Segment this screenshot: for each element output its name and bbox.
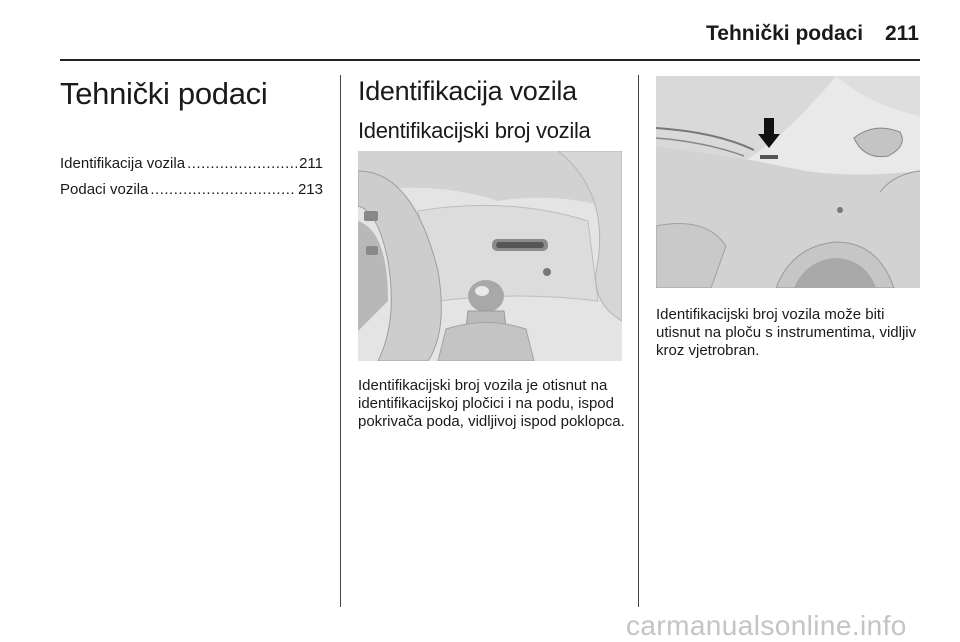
toc-leader-dots: [150, 177, 296, 203]
running-header-title: Tehnički podaci: [706, 22, 864, 45]
toc-entry-page: 211: [299, 155, 323, 172]
column-divider: [638, 75, 639, 607]
subsection-title: Identifikacijski broj vozila: [358, 118, 591, 143]
column-divider: [340, 75, 341, 607]
toc-entry-page: 213: [297, 181, 323, 198]
figure-caption: Identifikacijski broj vozila može biti utisnut na ploču s instrumentima, vidljiv kroz vjetrobran.: [656, 306, 917, 359]
toc-entry-label: Podaci vozila: [60, 181, 149, 198]
chapter-title: Tehnički podaci: [60, 76, 268, 111]
page-number: 211: [885, 22, 919, 45]
table-of-contents: [60, 151, 323, 203]
toc-entry[interactable]: [60, 151, 323, 177]
vin-floor-plate-illustration: [358, 151, 622, 361]
header-rule: [60, 59, 920, 61]
toc-entry-label: Identifikacija vozila: [60, 155, 186, 172]
figure-caption: Identifikacijski broj vozila je otisnut na identifikacijskoj pločici i na podu, ispod pokrivača poda, vidljivoj ispod poklopca.: [358, 377, 625, 430]
toc-leader-dots: [187, 151, 297, 177]
watermark: carmanualsonline.info: [626, 610, 907, 641]
page-header: [0, 0, 960, 62]
toc-entry[interactable]: [60, 177, 323, 203]
windshield-vin-arrow-illustration: [656, 76, 920, 288]
section-title: Identifikacija vozila: [358, 76, 577, 106]
